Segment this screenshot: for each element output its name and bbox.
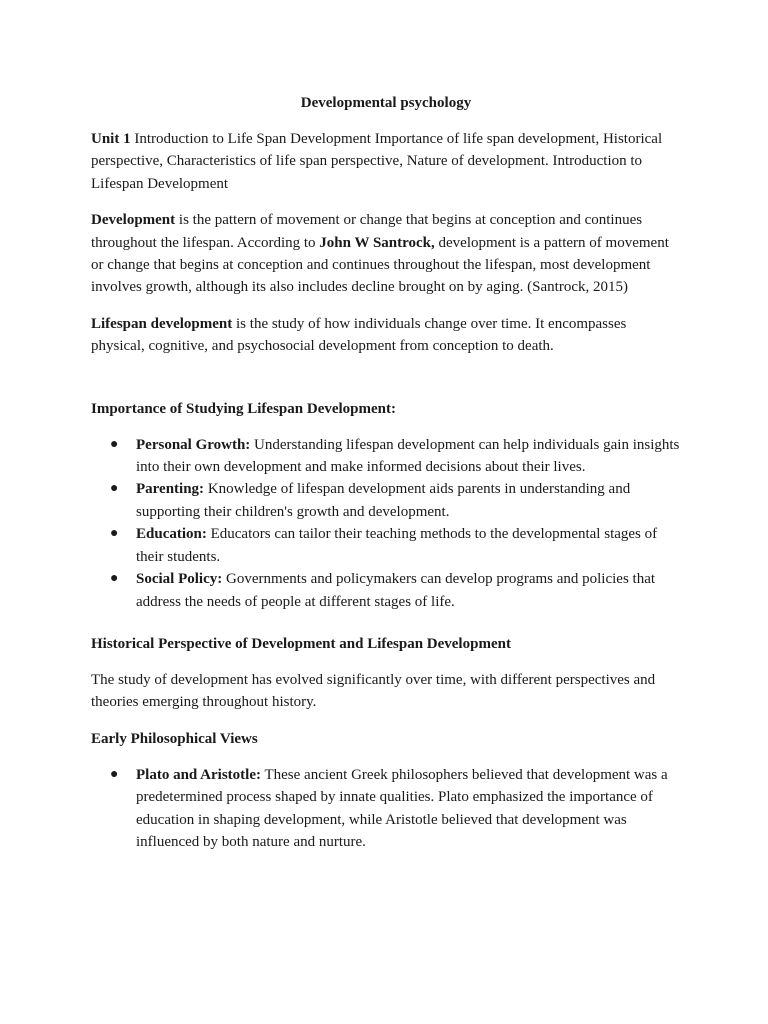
list-item-text: Governments and policymakers can develop programs and policies that address the needs of people at different stages of life.	[136, 571, 656, 610]
bullet-icon: ●	[110, 526, 119, 542]
unit-text: Introduction to Life Span Development Importance of life span development, Historical perspective, Characteristics of life span perspective, Nature of development. Introduction to Lifespan Development	[91, 131, 663, 192]
unit-label: Unit 1	[91, 131, 131, 147]
list-item-text: Knowledge of lifespan development aids parents in understanding and supporting their children's growth and development.	[136, 481, 631, 520]
bullet-icon: ●	[110, 481, 119, 497]
early-views-heading: Early Philosophical Views	[91, 730, 258, 747]
list-item	[91, 764, 681, 854]
importance-list	[91, 434, 681, 613]
bullet-icon: ●	[110, 571, 119, 587]
development-text-1: is the pattern of movement or change that begins at conception and continues throughout the lifespan. According to	[91, 212, 643, 251]
list-item-term: Plato and Aristotle:	[136, 766, 261, 783]
list-item-text: Educators can tailor their teaching methods to the developmental stages of their students.	[136, 526, 658, 565]
list-item-term: Personal Growth:	[136, 436, 251, 453]
list-item	[91, 434, 681, 479]
lifespan-paragraph	[91, 313, 681, 358]
historical-paragraph: The study of development has evolved significantly over time, with different perspectives and theories emerging throughout history.	[91, 671, 656, 711]
document-page	[91, 92, 681, 853]
development-author: John W Santrock,	[319, 234, 435, 251]
list-item	[91, 523, 681, 568]
unit-paragraph	[91, 128, 681, 195]
list-item-term: Education:	[136, 526, 207, 543]
historical-heading: Historical Perspective of Development and Lifespan Development	[91, 635, 511, 652]
bullet-icon: ●	[110, 436, 119, 452]
list-item-term: Social Policy:	[136, 571, 223, 588]
list-item	[91, 568, 681, 613]
development-paragraph	[91, 209, 681, 299]
list-item-text: These ancient Greek philosophers believed that development was a predetermined process shaped by innate qualities. Plato emphasized the importance of education in shaping development, while Aristotle believed that development was influenced by both nature and nurture.	[136, 766, 668, 850]
development-term: Development	[91, 212, 176, 229]
lifespan-term: Lifespan development	[91, 315, 233, 332]
importance-heading: Importance of Studying Lifespan Development:	[91, 400, 397, 417]
document-title: Developmental psychology	[300, 95, 472, 111]
list-item-term: Parenting:	[136, 481, 205, 498]
lifespan-text: is the study of how individuals change over time. It encompasses physical, cognitive, and psychosocial development from conception to death.	[91, 315, 627, 355]
list-item-text: Understanding lifespan development can help individuals gain insights into their own development and make informed decisions about their lives.	[136, 436, 680, 476]
bullet-icon: ●	[110, 766, 119, 782]
list-item	[91, 478, 681, 523]
early-views-list	[91, 764, 681, 854]
development-text-2: development is a pattern of movement or change that begins at conception and continues throughout the lifespan, most development involves growth, although its also includes decline brought on by aging. (Santrock, 2015)	[91, 234, 669, 296]
